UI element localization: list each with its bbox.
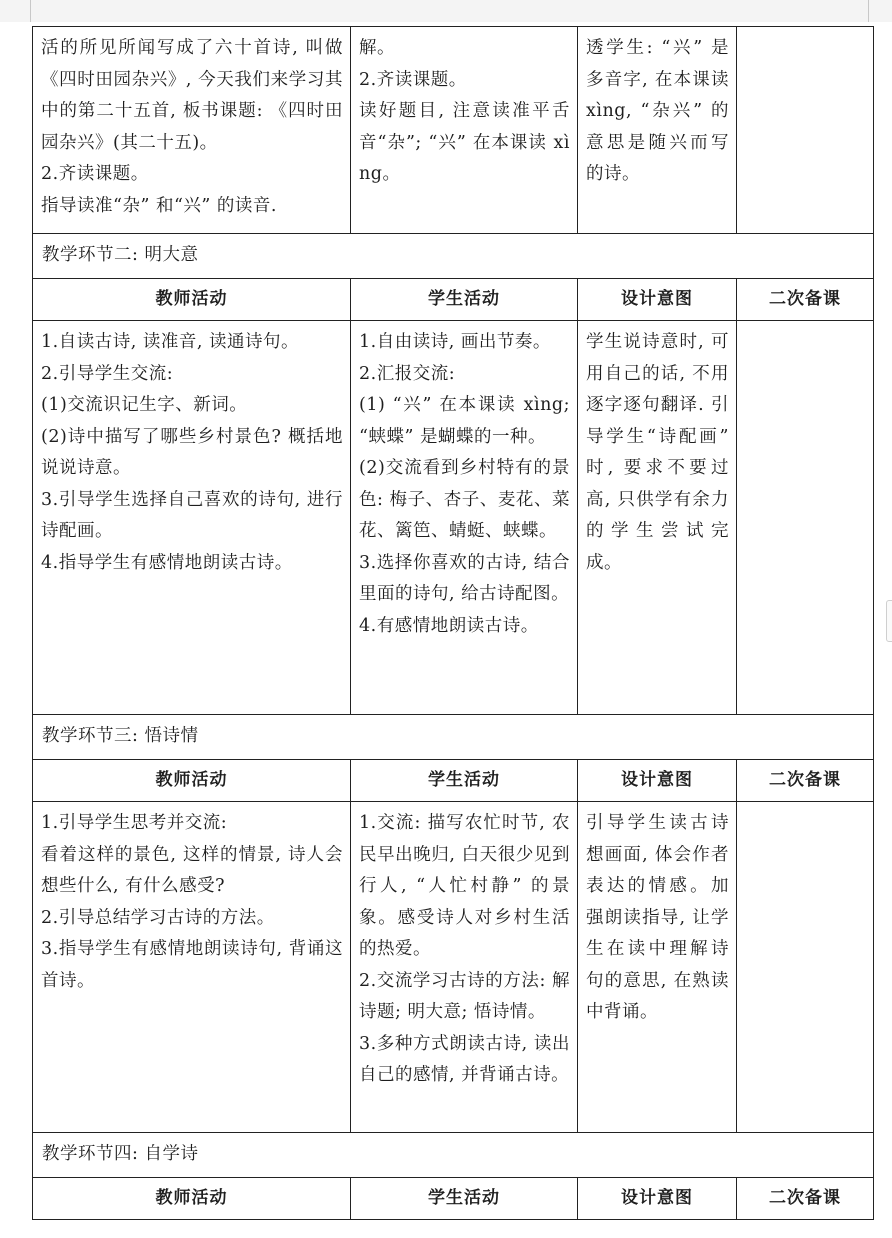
teacher-text-line: 3.指导学生有感情地朗读诗句, 背诵这首诗。 (41, 939, 343, 991)
secondary-prep-cell (737, 27, 874, 234)
column-header-review: 二次备课 (737, 760, 874, 802)
student-activity-cell (351, 321, 578, 715)
scrollbar-handle[interactable] (886, 600, 892, 642)
teacher-text-line: (1)交流识记生字、新词。 (41, 395, 248, 415)
teacher-text-line: 看着这样的景色, 这样的情景, 诗人会想些什么, 有什么感受? (41, 844, 343, 896)
teacher-text-line: 2.引导学生交流: (41, 363, 174, 384)
design-intent-cell (578, 27, 737, 234)
page-margin-mark-left (30, 0, 31, 22)
secondary-prep-cell (737, 321, 874, 715)
student-text-line: 读好题目, 注意读准平舌音“杂”; “兴” 在本课读 xìng。 (359, 101, 570, 184)
teacher-text-line: 1.引导学生思考并交流: (41, 813, 228, 833)
column-header-review: 二次备课 (737, 1178, 874, 1220)
intent-text: 透学生: “兴” 是多音字, 在本课读 xìng, “杂兴” 的意思是随兴而写的诗。 (586, 38, 729, 184)
column-header-student: 学生活动 (351, 279, 578, 321)
stage-title-row (33, 234, 874, 279)
lesson-plan-table (32, 26, 874, 1220)
column-header-intent: 设计意图 (578, 279, 737, 321)
intent-text: 学生说诗意时, 可用自己的话, 不用逐字逐句翻译. 引导学生“诗配画” 时, 要求不要过高, 只供学有余力的学生尝试完成。 (586, 332, 729, 573)
student-text-line: 解。 (359, 38, 395, 58)
student-text-line: 2.齐读课题。 (359, 69, 467, 90)
teacher-text-line: 指导读准“杂” 和“兴” 的读音. (41, 195, 277, 216)
teacher-activity-cell (33, 27, 351, 234)
design-intent-cell (578, 802, 737, 1133)
stage-title-row (33, 1133, 874, 1178)
stage-title-row (33, 715, 874, 760)
table-header-row (33, 760, 874, 802)
student-text-line: (1) “兴” 在本课读 xìng; “蛱蝶” 是蝴蝶的一种。 (359, 395, 570, 447)
column-header-review: 二次备课 (737, 279, 874, 321)
column-header-intent: 设计意图 (578, 1178, 737, 1220)
table-row-continued (33, 27, 874, 234)
student-activity-cell (351, 802, 578, 1133)
column-header-intent: 设计意图 (578, 760, 737, 802)
table-row-stage-3 (33, 802, 874, 1133)
column-header-teacher: 教师活动 (33, 760, 351, 802)
student-text-line: 3.选择你喜欢的古诗, 结合里面的诗句, 给古诗配图。 (359, 552, 570, 604)
teacher-text-line: 1.自读古诗, 读准音, 读通诗句。 (41, 332, 299, 352)
teacher-activity-cell (33, 802, 351, 1133)
column-header-student: 学生活动 (351, 760, 578, 802)
student-text-line: 1.交流: 描写农忙时节, 农民早出晚归, 白天很少见到行人, “人忙村静” 的景象。感受诗人对乡村生活的热爱。 (359, 813, 570, 959)
table-header-row (33, 1178, 874, 1220)
design-intent-cell (578, 321, 737, 715)
stage-title: 教学环节三: 悟诗情 (33, 715, 874, 760)
column-header-student: 学生活动 (351, 1178, 578, 1220)
student-text-line: 2.汇报交流: (359, 363, 456, 384)
teacher-text-line: 4.指导学生有感情地朗读古诗。 (41, 552, 293, 573)
student-text-line: 3.多种方式朗读古诗, 读出自己的感情, 并背诵古诗。 (359, 1033, 570, 1085)
student-text-line: 2.交流学习古诗的方法: 解诗题; 明大意; 悟诗情。 (359, 970, 570, 1022)
teacher-text-line: (2)诗中描写了哪些乡村景色? 概括地说说诗意。 (41, 426, 343, 478)
page-margin-mark-right (868, 0, 869, 22)
viewer-top-bar (0, 0, 892, 22)
student-text-line: 1.自由读诗, 画出节奏。 (359, 332, 551, 352)
teacher-text-line: 活的所见所闻写成了六十首诗, 叫做《四时田园杂兴》, 今天我们来学习其中的第二十五首, 板书课题: 《四时田园杂兴》(其二十五)。 (41, 38, 343, 153)
column-header-teacher: 教师活动 (33, 1178, 351, 1220)
teacher-activity-cell (33, 321, 351, 715)
table-header-row (33, 279, 874, 321)
secondary-prep-cell (737, 802, 874, 1133)
column-header-teacher: 教师活动 (33, 279, 351, 321)
stage-title: 教学环节二: 明大意 (33, 234, 874, 279)
student-activity-cell (351, 27, 578, 234)
student-text-line: (2)交流看到乡村特有的景色: 梅子、杏子、麦花、菜花、篱笆、蜻蜓、蛱蝶。 (359, 458, 570, 541)
table-row-stage-2 (33, 321, 874, 715)
stage-title: 教学环节四: 自学诗 (33, 1133, 874, 1178)
intent-text: 引导学生读古诗想画面, 体会作者表达的情感。加强朗读指导, 让学生在读中理解诗句的意思, 在熟读中背诵。 (586, 813, 729, 1022)
teacher-text-line: 2.齐读课题。 (41, 164, 149, 184)
student-text-line: 4.有感情地朗读古诗。 (359, 615, 539, 636)
teacher-text-line: 2.引导总结学习古诗的方法。 (41, 907, 275, 928)
teacher-text-line: 3.引导学生选择自己喜欢的诗句, 进行诗配画。 (41, 489, 343, 541)
